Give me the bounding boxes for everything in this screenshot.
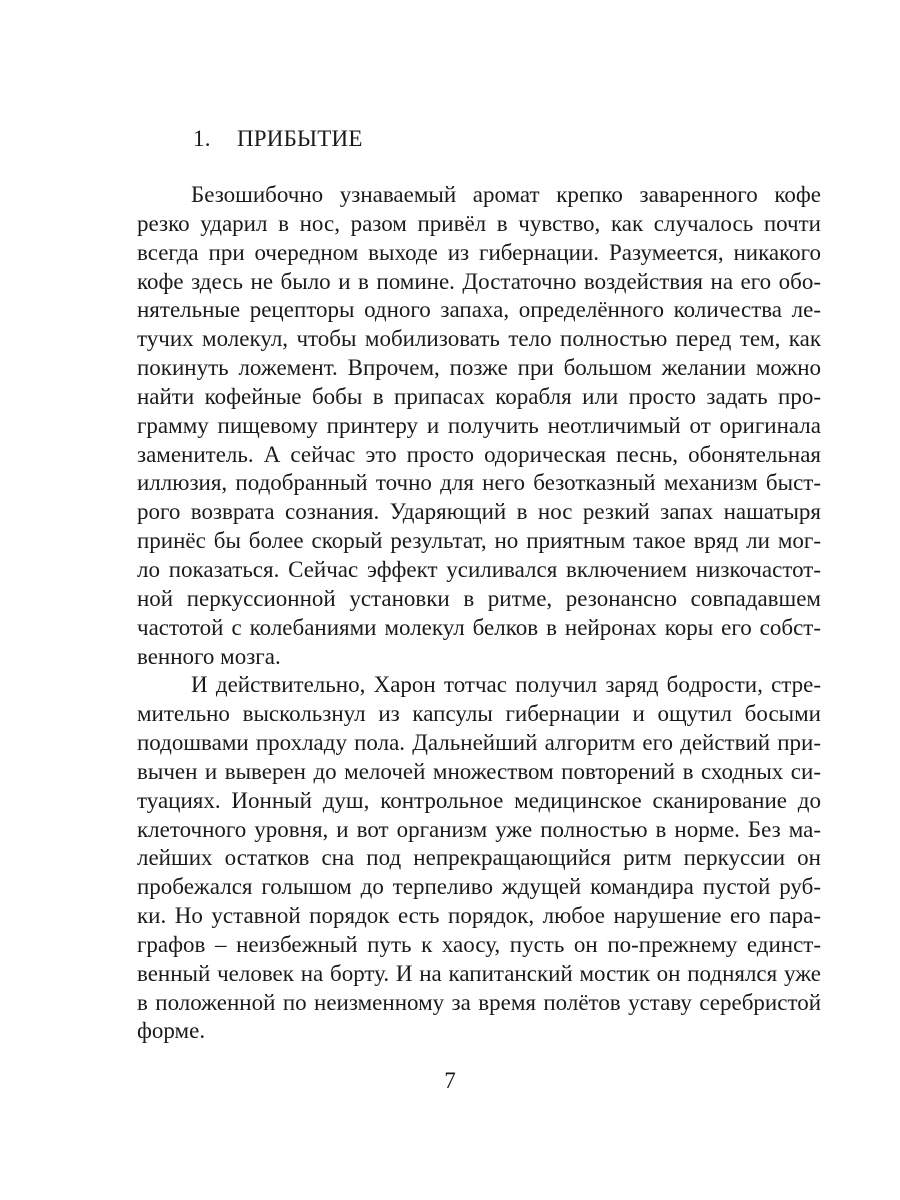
text-line: клеточного уровня, и вот организм уже полностью в норме. Без ма- <box>137 816 821 842</box>
text-line: в положенной по неизменному за время полётов уставу серебристой <box>137 989 821 1015</box>
text-line: иллюзия, подобранный точно для него безотказный механизм быст- <box>137 470 821 496</box>
text-line: пробежался голышом до терпеливо ждущей командира пустой руб- <box>137 874 821 900</box>
chapter-number: 1. <box>193 126 211 151</box>
text-line: подошвами прохладу пола. Дальнейший алгоритм его действий при- <box>137 730 821 756</box>
text-line: венный человек на борту. И на капитанский мостик он поднялся уже <box>137 960 821 986</box>
text-line: заменитель. А сейчас это просто одорическая песнь, обонятельная <box>137 441 821 467</box>
text-line: венного мозга. <box>137 643 281 669</box>
text-line: покинуть ложемент. Впрочем, позже при большом желании можно <box>137 355 821 381</box>
text-line: кофе здесь не было и в помине. Достаточно воздействия на его обо- <box>137 268 821 294</box>
text-line: принёс бы более скорый результат, но приятным такое вряд ли мог- <box>137 528 821 554</box>
text-line: ной перкуссионной установки в ритме, резонансно совпадавшем <box>137 585 821 611</box>
paragraph <box>137 671 821 1046</box>
text-line: всегда при очередном выходе из гибернации. Разумеется, никакого <box>137 239 821 265</box>
text-line: туациях. Ионный душ, контрольное медицинское сканирование до <box>137 787 821 813</box>
chapter-title: ПРИБЫТИЕ <box>237 126 363 151</box>
text-line: лейших остатков сна под непрекращающийся ритм перкуссии он <box>137 845 821 871</box>
text-line: частотой с колебаниями молекул белков в нейронах коры его собст- <box>137 614 821 640</box>
chapter-heading <box>193 126 363 152</box>
page-number: 7 <box>444 1068 456 1093</box>
text-line: грамму пищевому принтеру и получить неотличимый от оригинала <box>137 412 821 438</box>
text-line: графов – неизбежный путь к хаосу, пусть он по-прежнему единст- <box>137 931 821 957</box>
text-line: ки. Но уставной порядок есть порядок, любое нарушение его пара- <box>137 903 821 929</box>
text-line: мительно выскользнул из капсулы гибернации и ощутил босыми <box>137 701 821 727</box>
paragraph <box>137 181 821 671</box>
body-text <box>137 181 821 1046</box>
text-line: резко ударил в нос, разом привёл в чувство, как случалось почти <box>137 210 821 236</box>
text-line: рого возврата сознания. Ударяющий в нос резкий запах нашатыря <box>137 499 821 525</box>
text-line: найти кофейные бобы в припасах корабля или просто задать про- <box>137 383 821 409</box>
text-line: вычен и выверен до мелочей множеством повторений в сходных си- <box>137 758 821 784</box>
text-line: ло показаться. Сейчас эффект усиливался включением низкочастот- <box>137 556 821 582</box>
text-line: тучих молекул, чтобы мобилизовать тело полностью перед тем, как <box>137 326 821 352</box>
text-line: Безошибочно узнаваемый аромат крепко заваренного кофе <box>191 182 821 207</box>
text-line: нятельные рецепторы одного запаха, определённого количества ле- <box>137 297 821 323</box>
text-line: И действительно, Харон тотчас получил заряд бодрости, стре- <box>191 672 821 698</box>
text-line: форме. <box>137 1018 206 1044</box>
